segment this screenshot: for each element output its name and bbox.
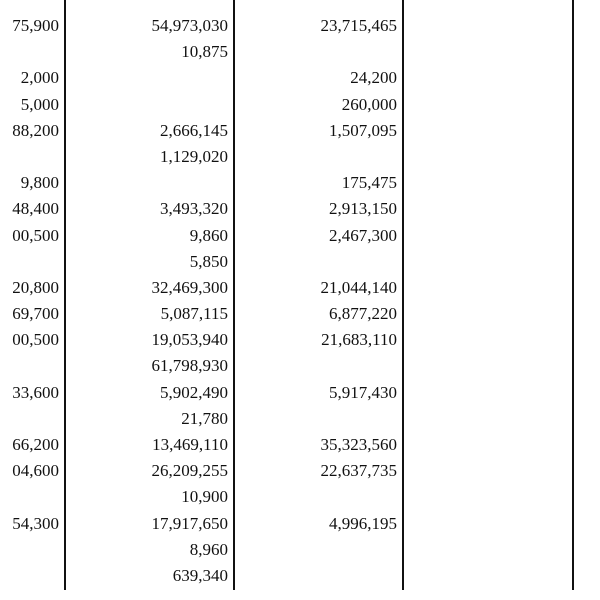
cell-col-3: 35,323,560 — [320, 435, 397, 454]
cell-col-3: 22,637,735 — [320, 461, 397, 481]
table-row — [0, 563, 600, 589]
cell-col-1: 88,200 — [12, 120, 59, 140]
cell-col-2: 21,780 — [181, 408, 228, 428]
cell-col-3: 1,507,095 — [329, 120, 397, 140]
cell-col-2: 5,902,490 — [160, 382, 228, 402]
cell-col-3: 5,917,430 — [329, 382, 397, 402]
cell-col-2: 17,917,650 — [151, 513, 228, 533]
table-row — [0, 170, 600, 196]
cell-col-1: 9,800 — [20, 173, 59, 193]
cell-col-2: 10,875 — [181, 42, 228, 62]
cell-col-3: 23,715,465 — [320, 16, 397, 35]
table-row — [0, 511, 600, 537]
table-row — [0, 249, 600, 275]
table-row — [0, 223, 600, 249]
cell-col-2: 26,209,255 — [151, 461, 228, 481]
table-row — [0, 144, 600, 170]
table-row — [0, 39, 600, 65]
cell-col-2: 3,493,320 — [160, 199, 228, 219]
cell-col-3: 21,044,140 — [320, 277, 397, 297]
cell-col-2: 639,340 — [172, 565, 228, 585]
cell-col-3: 2,467,300 — [329, 225, 397, 245]
table-row — [0, 380, 600, 406]
table-row — [0, 196, 600, 222]
cell-col-1: 48,400 — [12, 199, 59, 219]
table-row — [0, 484, 600, 510]
cell-col-2: 1,129,020 — [160, 146, 228, 166]
cell-col-2: 32,469,300 — [151, 277, 228, 297]
table-row — [0, 65, 600, 91]
table-row — [0, 301, 600, 327]
cell-col-2: 54,973,030 — [151, 16, 228, 35]
table-row — [0, 458, 600, 484]
table-row — [0, 118, 600, 144]
cell-col-2: 2,666,145 — [160, 120, 228, 140]
cell-col-2: 61,798,930 — [151, 356, 228, 376]
cell-col-2: 5,850 — [189, 251, 228, 271]
cell-col-1: 69,700 — [12, 304, 59, 324]
table-row — [0, 92, 600, 118]
cell-col-1: 66,200 — [12, 435, 59, 454]
table-row — [0, 275, 600, 301]
cell-col-1: 2,000 — [20, 68, 59, 88]
cell-col-1: 54,300 — [12, 513, 59, 533]
table-row — [0, 327, 600, 353]
cell-col-1: 5,000 — [20, 94, 59, 114]
cell-col-3: 260,000 — [341, 94, 397, 114]
cell-col-1: 75,900 — [12, 16, 59, 35]
cell-col-2: 13,469,110 — [152, 435, 228, 454]
table-row — [0, 432, 600, 458]
cell-col-1: 04,600 — [12, 461, 59, 481]
cell-col-3: 4,996,195 — [329, 513, 397, 533]
cell-col-1: 33,600 — [12, 382, 59, 402]
cell-col-3: 2,913,150 — [329, 199, 397, 219]
cell-col-2: 19,053,940 — [151, 330, 228, 350]
table-row — [0, 13, 600, 39]
cell-col-3: 175,475 — [341, 173, 397, 193]
cell-col-2: 5,087,115 — [160, 304, 228, 324]
table-body — [0, 13, 600, 589]
cell-col-2: 8,960 — [189, 539, 228, 559]
cell-col-3: 24,200 — [350, 68, 397, 88]
cell-col-2: 10,900 — [181, 487, 228, 507]
cell-col-2: 9,860 — [189, 225, 228, 245]
table-row — [0, 353, 600, 379]
cell-col-3: 6,877,220 — [329, 304, 397, 324]
table-row — [0, 537, 600, 563]
cell-col-3: 21,683,110 — [321, 330, 397, 350]
cell-col-1: 00,500 — [12, 225, 59, 245]
table-row — [0, 406, 600, 432]
cell-col-1: 00,500 — [12, 330, 59, 350]
cell-col-1: 20,800 — [12, 277, 59, 297]
